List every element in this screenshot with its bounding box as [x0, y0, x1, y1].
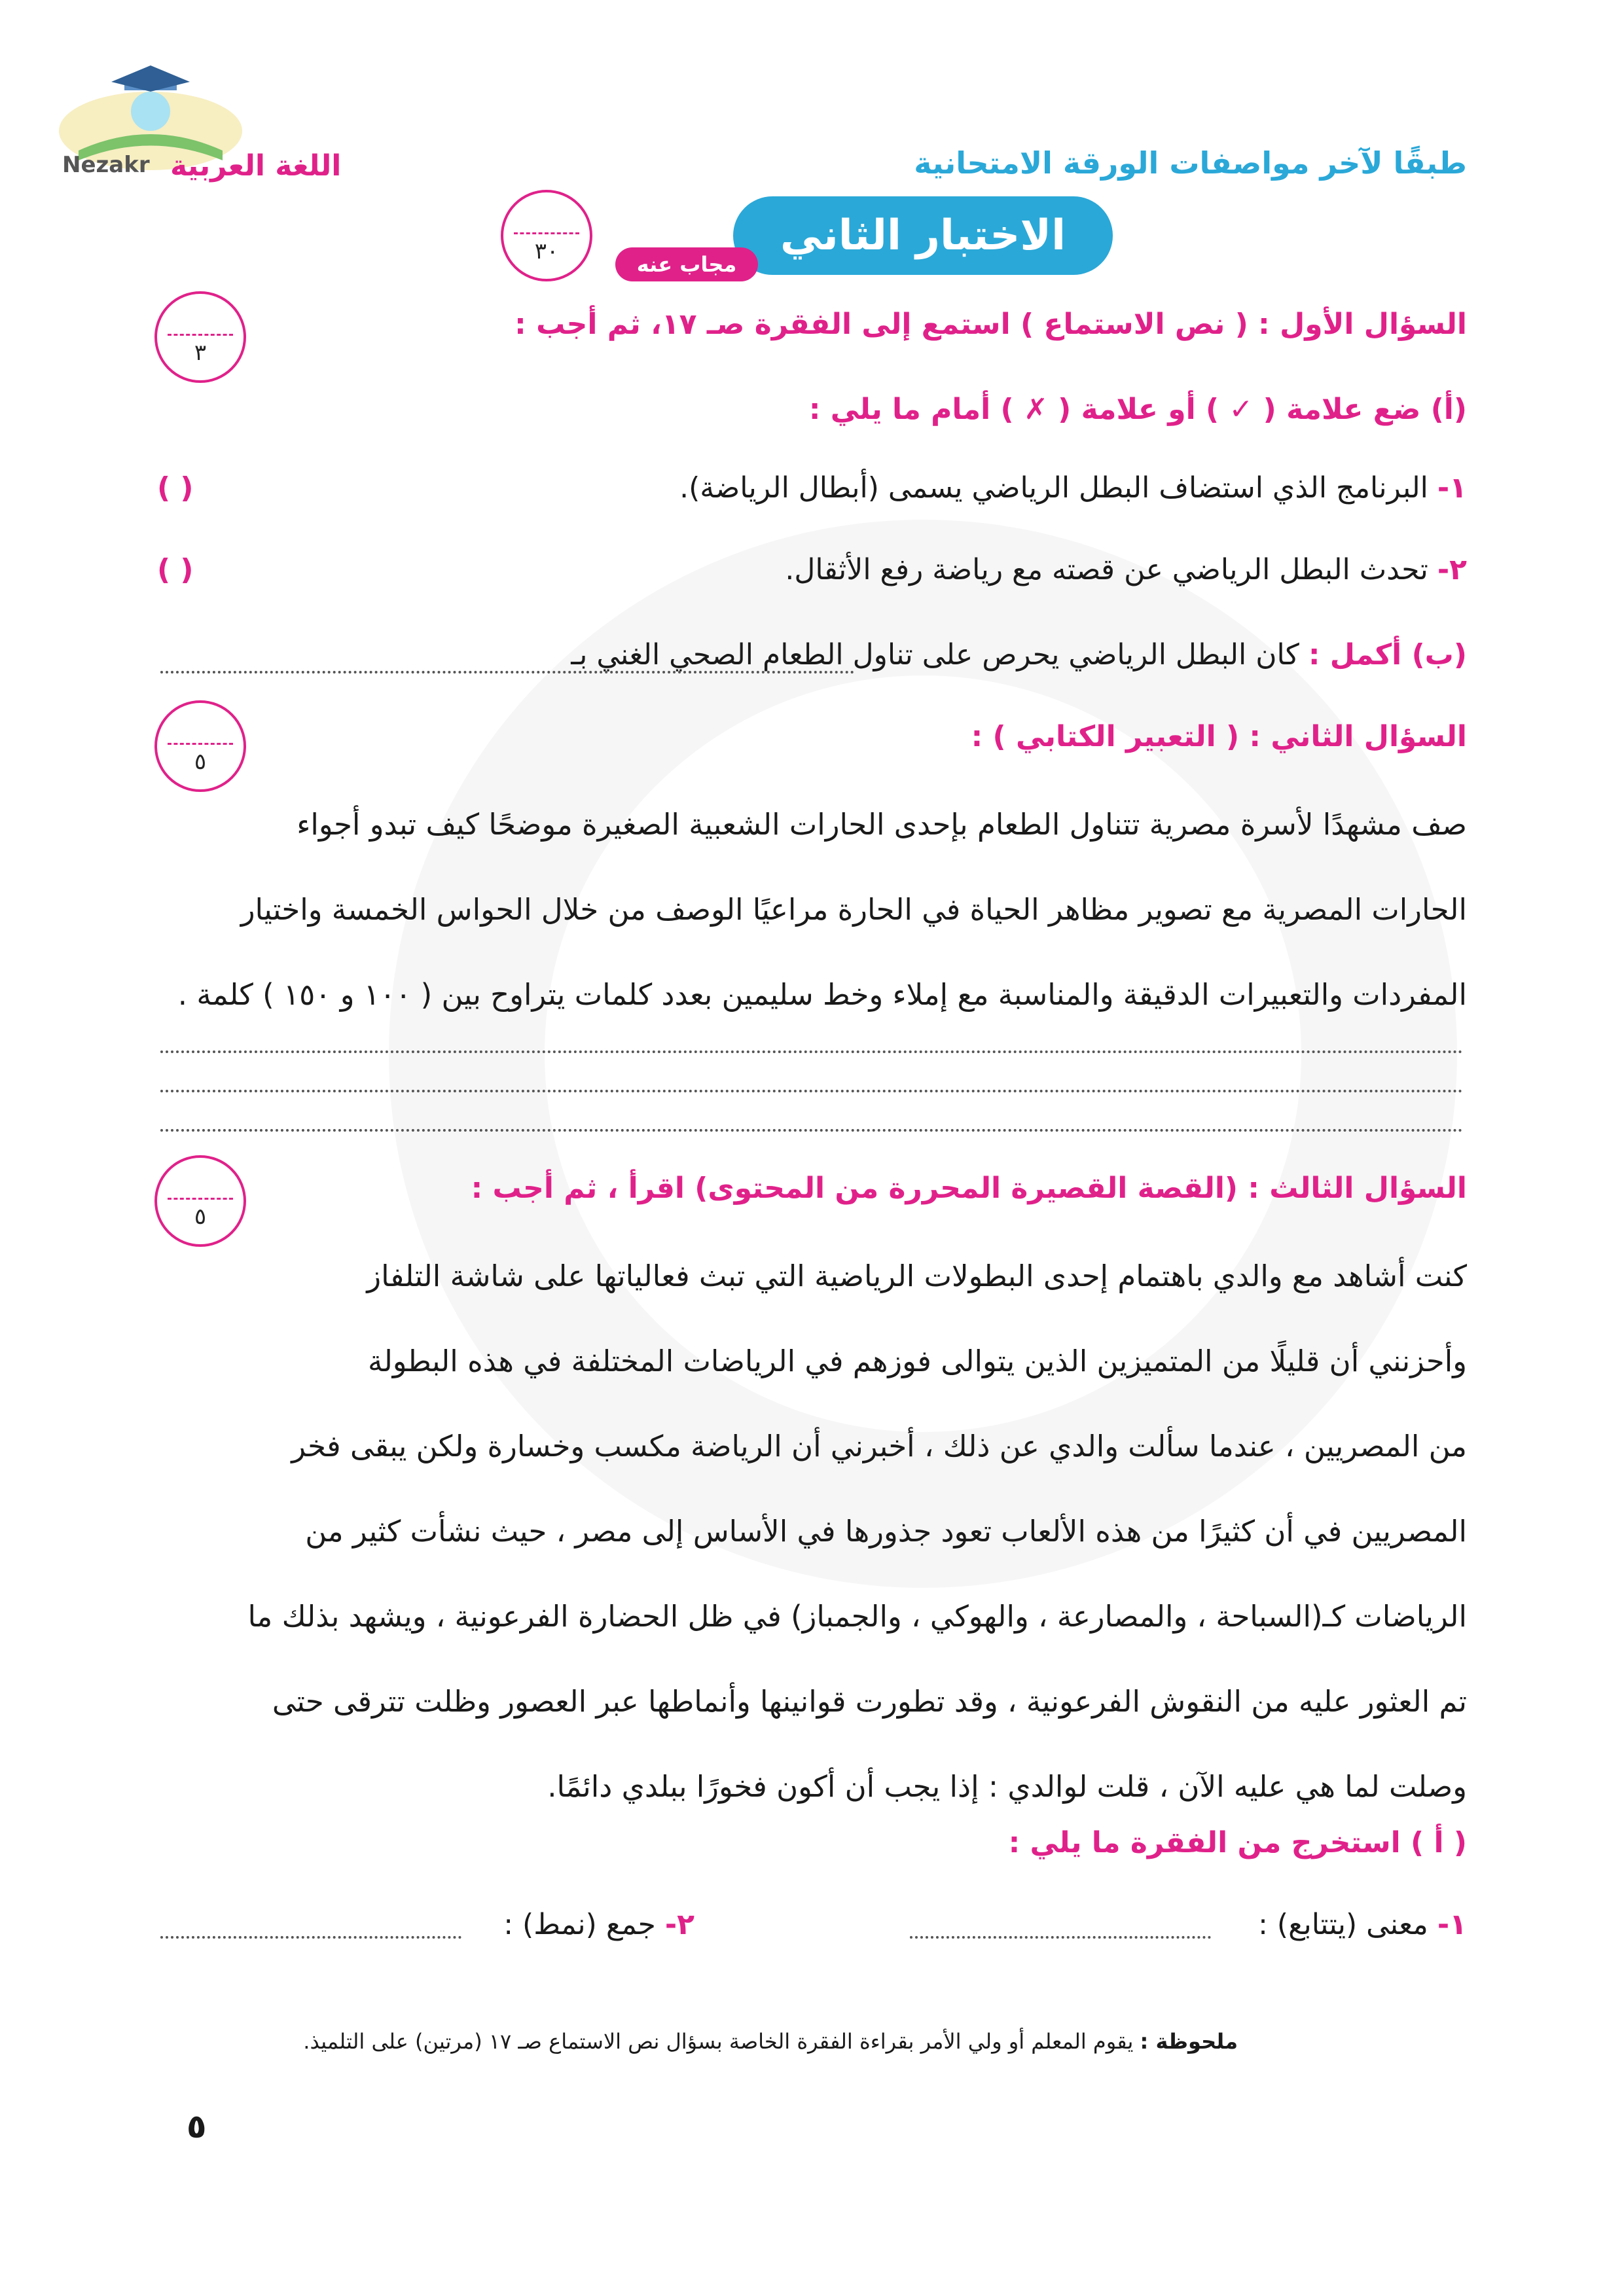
q1-item-1	[679, 471, 1467, 505]
q2-score-value: ٥	[194, 748, 207, 775]
q3-extract-2-answer-line[interactable]	[160, 1936, 461, 1939]
footnote-text: يقوم المعلم أو ولي الأمر بقراءة الفقرة الخاصة بسؤال نص الاستماع صـ ١٧ (مرتين) على التلميذ.	[303, 2029, 1134, 2054]
q3-part-a: ( أ ) استخرج من الفقرة ما يلي :	[1008, 1826, 1467, 1859]
q2-line-3: المفردات والتعبيرات الدقيقة والمناسبة مع إملاء وخط سليمين بعدد كلمات يتراوح بين ( ١٠٠ و ١٥٠ ) كلمة .	[177, 977, 1467, 1012]
answered-badge: مجاب عنه	[615, 247, 758, 281]
q1-item-2-num: ٢-	[1437, 553, 1467, 586]
total-score-value: ٣٠	[534, 238, 559, 264]
q3-heading: السؤال الثالث : (القصة القصيرة المحررة من المحتوى) اقرأ ، ثم أجب :	[471, 1172, 1467, 1205]
q1-item-2	[785, 553, 1467, 586]
q2-answer-line-1[interactable]	[160, 1050, 1463, 1053]
subject-label: اللغة العربية	[170, 149, 342, 183]
q1-part-b	[571, 638, 1467, 672]
q3-story-line-7: وصلت لما هي عليه الآن ، قلت لوالدي : إذا يجب أن أكون فخورًا ببلدي دائمًا.	[547, 1769, 1467, 1804]
q1-part-b-label: (ب) أكمل :	[1308, 638, 1467, 672]
total-score-circle	[501, 190, 592, 281]
q2-heading: السؤال الثاني : ( التعبير الكتابي ) :	[971, 720, 1467, 753]
q2-answer-line-2[interactable]	[160, 1090, 1463, 1092]
q3-story-line-6: تم العثور عليه من النقوش الفرعونية ، وقد تطورت قوانينها وأنماطها عبر العصور وظلت تترقى حتى	[272, 1684, 1467, 1719]
q3-story	[158, 1234, 1467, 1829]
tagline: طبقًا لآخر مواصفات الورقة الامتحانية	[914, 145, 1467, 181]
q2-answer-line-3[interactable]	[160, 1129, 1463, 1132]
q1-part-b-answer-line[interactable]	[160, 671, 854, 673]
q1-item-1-answer[interactable]: ( )	[157, 471, 194, 505]
q3-extract-1-answer-line[interactable]	[910, 1936, 1211, 1939]
q3-score-circle	[154, 1155, 246, 1247]
q1-item-2-text: تحدث البطل الرياضي عن قصته مع رياضة رفع الأثقال.	[785, 553, 1428, 586]
q3-extract-2	[503, 1908, 695, 1941]
q3-story-line-2: وأحزنني أن قليلًا من المتميزين الذين يتوالى فوزهم في الرياضات المختلفة في هذه البطولة	[367, 1344, 1467, 1378]
q3-extract-2-num: ٢-	[664, 1908, 695, 1941]
q1-part-b-text: كان البطل الرياضي يحرص على تناول الطعام الصحي الغني بـ	[571, 638, 1299, 672]
q1-item-1-text: البرنامج الذي استضاف البطل الرياضي يسمى (أبطال الرياضة).	[679, 471, 1428, 505]
q3-score-value: ٥	[194, 1203, 207, 1230]
q2-prompt	[105, 782, 1467, 1037]
q1-score-circle	[154, 291, 246, 383]
q3-extract-1	[1258, 1908, 1467, 1941]
q3-story-line-4: المصريين في أن كثيرًا من هذه الألعاب تعود جذورها في الأساس إلى مصر ، حيث نشأت كثير من	[305, 1514, 1467, 1549]
exam-title: الاختبار الثاني	[733, 196, 1113, 275]
q3-story-line-5: الرياضات كـ(السباحة ، والمصارعة ، والهوكي ، والجمباز) في ظل الحضارة الفرعونية ، ويشهد بذلك ما	[247, 1599, 1467, 1634]
q1-item-2-answer[interactable]: ( )	[157, 553, 194, 586]
q2-line-1: صف مشهدًا لأسرة مصرية تتناول الطعام بإحدى الحارات الشعبية الصغيرة موضحًا كيف تبدو أجواء	[297, 807, 1467, 842]
q1-item-1-num: ١-	[1437, 471, 1467, 505]
q3-story-line-1: كنت أشاهد مع والدي باهتمام إحدى البطولات الرياضية التي تبث فعالياتها على شاشة التلفاز	[367, 1259, 1467, 1293]
q3-extract-2-text: جمع (نمط) :	[503, 1908, 656, 1941]
q3-extract-1-text: معنى (يتتابع) :	[1258, 1908, 1428, 1941]
logo-text: Nezakr	[62, 152, 150, 178]
footnote	[303, 2029, 1238, 2054]
q1-heading: السؤال الأول : ( نص الاستماع ) استمع إلى الفقرة صـ ١٧، ثم أجب :	[514, 308, 1467, 341]
q1-part-a: (أ) ضع علامة ( ✓ ) أو علامة ( ✗ ) أمام ما يلي :	[808, 393, 1467, 426]
q2-line-2: الحارات المصرية مع تصوير مظاهر الحياة في الحارة مراعيًا الوصف من خلال الحواس الخمسة واختيار	[240, 892, 1467, 927]
page-number: ٥	[187, 2108, 207, 2145]
q2-score-circle	[154, 700, 246, 792]
q3-extract-1-num: ١-	[1437, 1908, 1467, 1941]
q1-score-value: ٣	[194, 339, 207, 366]
footnote-label: ملحوظة :	[1140, 2029, 1238, 2054]
q3-story-line-3: من المصريين ، عندما سألت والدي عن ذلك ، أخبرني أن الرياضة مكسب وخسارة ولكن يبقى فخر	[291, 1429, 1467, 1463]
